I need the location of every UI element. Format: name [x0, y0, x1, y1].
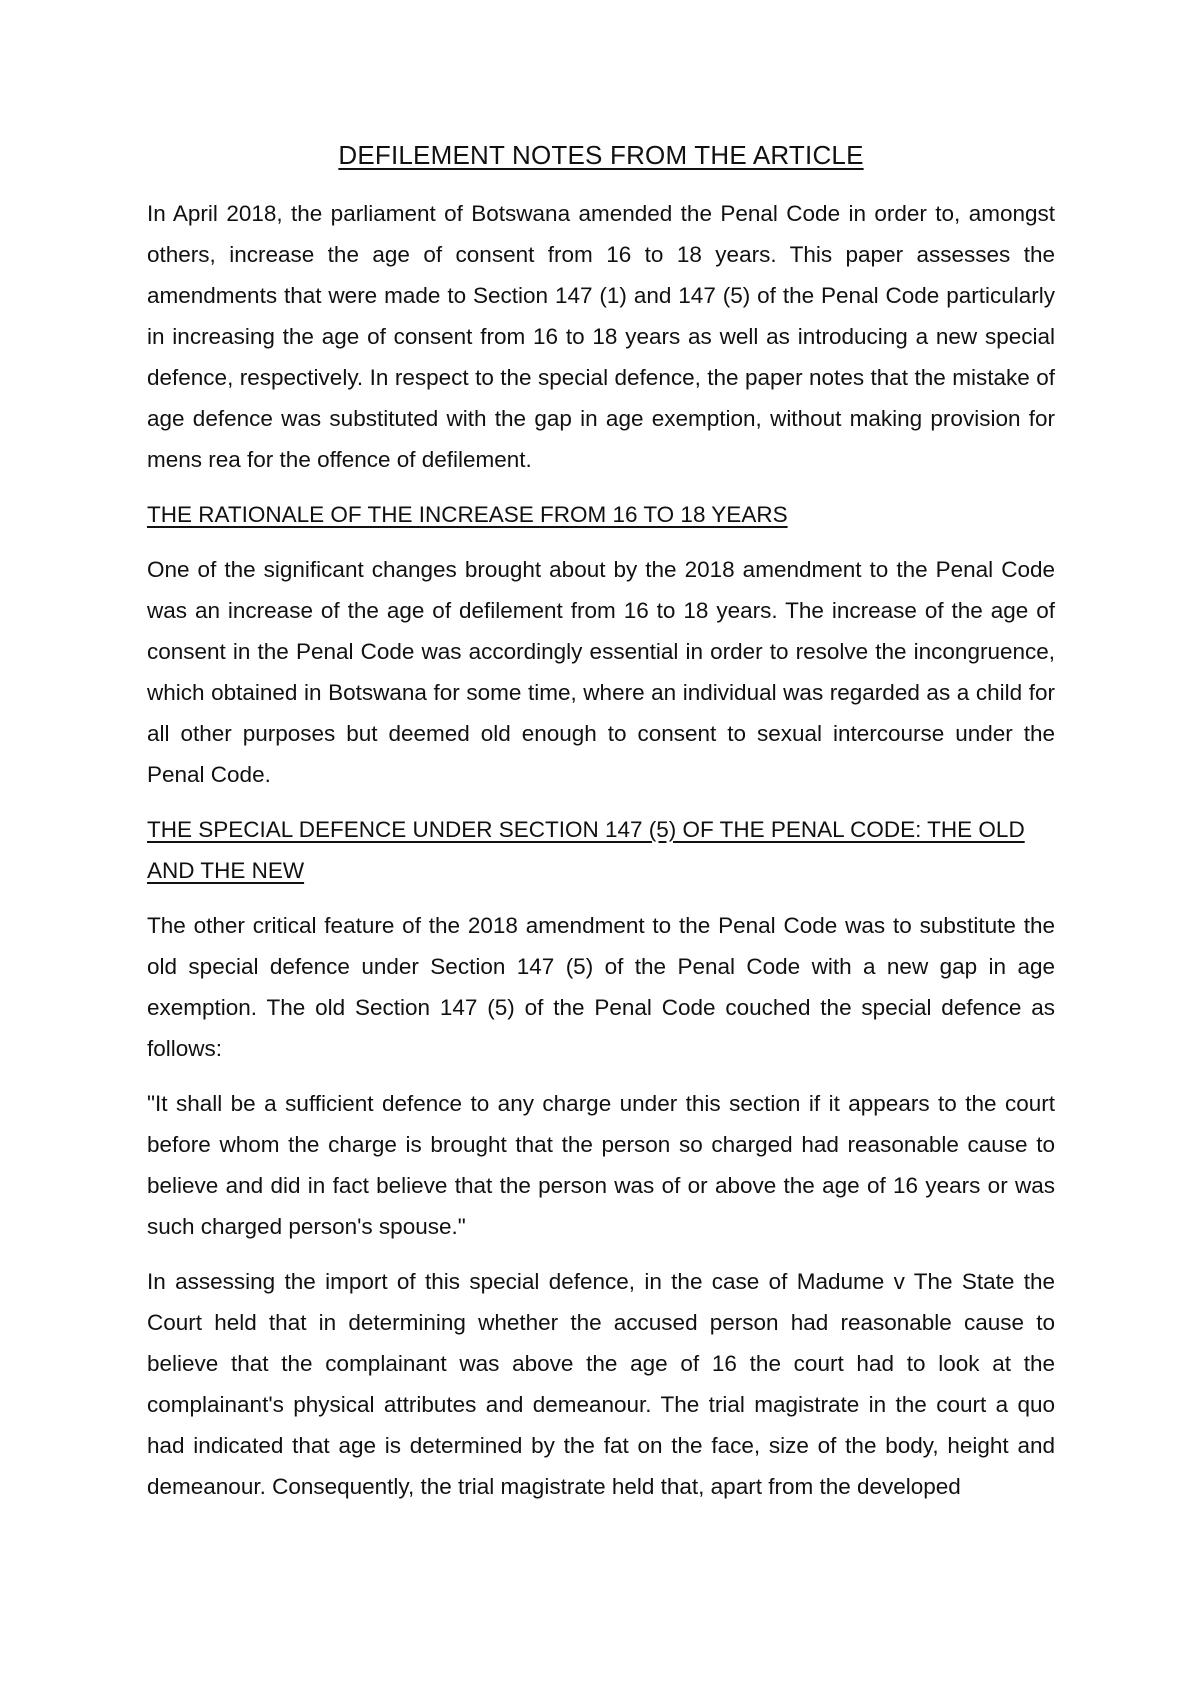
- intro-paragraph: In April 2018, the parliament of Botswana amended the Penal Code in order to, amongst others, increase the age of consent from 16 to 18 years. This paper assesses the amendments that were made to Section 147 (1) and 147 (5) of the Penal Code particularly in increasing the age of consent from 16 to 18 years as well as introducing a new special defence, respectively. In respect to the special defence, the paper notes that the mistake of age defence was substituted with the gap in age exemption, without making provision for mens rea for the offence of defilement.: [147, 201, 1055, 472]
- statute-quote: "It shall be a sufficient defence to any charge under this section if it appears to the court before whom the charge is brought that the person so charged had reasonable cause to believe and did in fact believe that the person was of or above the age of 16 years or was such charged person's spouse.": [147, 1091, 1055, 1239]
- madume-case-paragraph: In assessing the import of this special defence, in the case of Madume v The State the Court held that in determining whether the accused person had reasonable cause to believe that the complainant was above the age of 16 the court had to look at the complainant's physical attributes and demeanour. The trial magistrate in the court a quo had indicated that age is determined by the fat on the face, size of the body, height and demeanour. Consequently, the trial magistrate held that, apart from the developed: [147, 1269, 1055, 1499]
- section-heading-rationale: THE RATIONALE OF THE INCREASE FROM 16 TO 18 YEARS: [147, 502, 788, 527]
- document-title: DEFILEMENT NOTES FROM THE ARTICLE: [338, 140, 864, 170]
- document-page: [147, 140, 1055, 1521]
- section-heading-special-defence: THE SPECIAL DEFENCE UNDER SECTION 147 (5) OF THE PENAL CODE: THE OLD AND THE NEW: [147, 817, 1025, 883]
- special-defence-paragraph: The other critical feature of the 2018 amendment to the Penal Code was to substitute the old special defence under Section 147 (5) of the Penal Code with a new gap in age exemption. The old Section 147 (5) of the Penal Code couched the special defence as follows:: [147, 913, 1055, 1061]
- rationale-paragraph: One of the significant changes brought about by the 2018 amendment to the Penal Code was an increase of the age of defilement from 16 to 18 years. The increase of the age of consent in the Penal Code was accordingly essential in order to resolve the incongruence, which obtained in Botswana for some time, where an individual was regarded as a child for all other purposes but deemed old enough to consent to sexual intercourse under the Penal Code.: [147, 557, 1055, 787]
